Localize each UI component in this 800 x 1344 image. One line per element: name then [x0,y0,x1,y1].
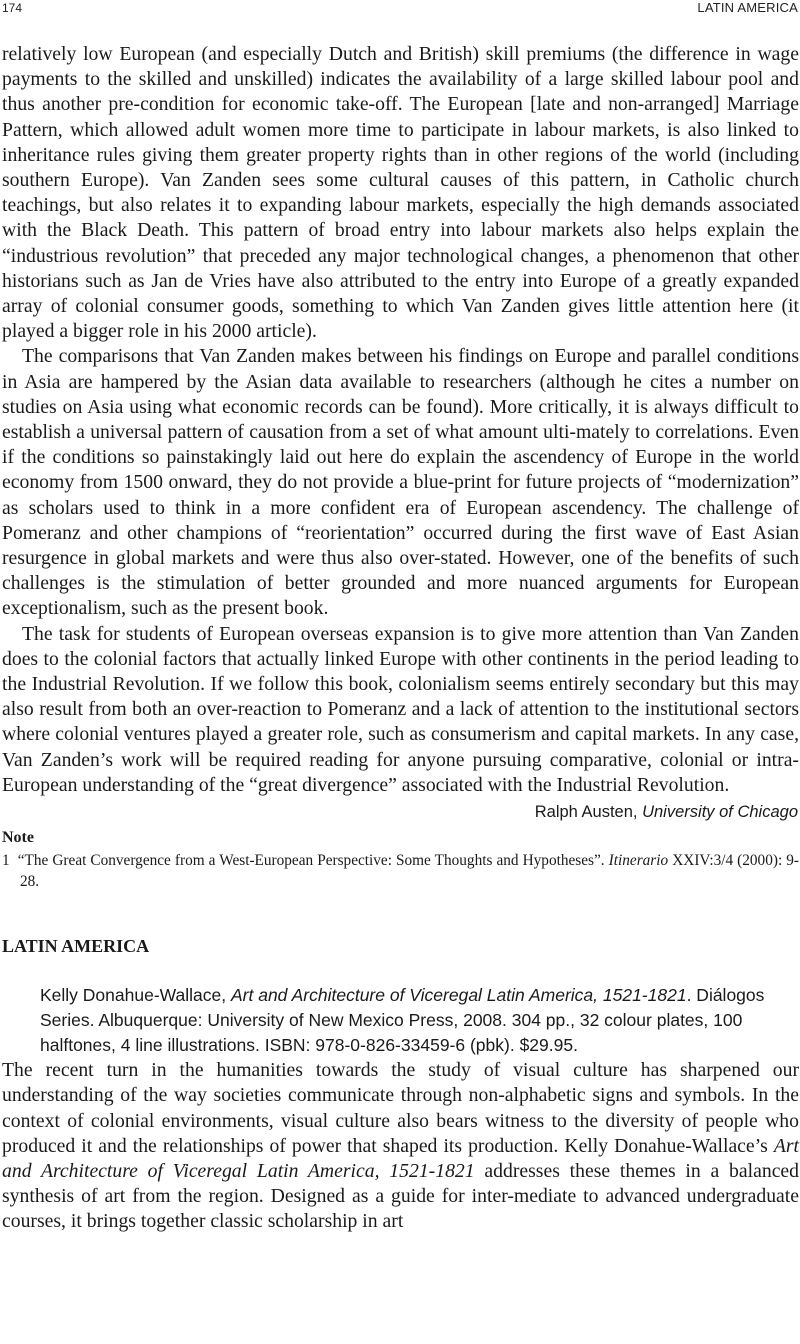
review-text-start: The recent turn in the humanities towards the study of visual culture has sharpened our understanding of the way societies communicate through non-alphabetic signs and symbols. In the context of colonial environments, visual culture also bears witness to the diversity of people who produced it and the relationships of power that shaped its production. Kelly Donahue-Wallace’s [2,1059,799,1157]
running-header [0,0,800,20]
footnote-citation: XXIV:3/4 (2000): 9-28. [20,852,799,891]
review-text-continued: addresses these themes in a balanced synthesis of art from the region. Designed as a guide for inter-mediate to advanced undergraduate courses, it brings together classic scholarship in art [2,1159,800,1233]
reviewer-affiliation: University of Chicago [642,803,798,822]
footnote-text: “The Great Convergence from a West-European Perspective: Some Thoughts and Hypotheses”. [17,852,605,870]
book-author: Kelly Donahue-Wallace, [40,985,227,1006]
running-title: LATIN AMERICA [697,0,798,15]
book-citation [40,983,797,1058]
footnote-journal: Itinerario [608,852,669,870]
body-text [2,42,799,1235]
reviewer-name: Ralph Austen, [534,803,638,822]
review-book-title: Art and Architecture of Viceregal Latin America, 1521-1821 [2,1134,800,1182]
book-details: . Diálogos Series. Albuquerque: University of New Mexico Press, 2008. 304 pp., 32 colour plates, 100 halftones, 4 line illustrations. ISBN: 978-0-826-33459-6 (pbk). $29.95. [40,985,765,1056]
note-heading: Note [2,829,34,847]
review-paragraph-1 [2,1058,799,1234]
paragraph-1: relatively low European (and especially Dutch and British) skill premiums (the difference in wage payments to the skilled and unskilled) indicates the availability of a large skilled labour pool and thus another pre-condition for economic take-off. The European [late and non-arranged] Marriage Pattern, which allowed adult women more time to participate in labour markets, is also linked to inheritance rules giving them greater property rights than in other regions of the world (including southern Europe). Van Zanden sees some cultural causes of this pattern, in Catholic church teachings, but also relates it to expanding labour markets, especially the high demands associated with the Black Death. This pattern of broad entry into labour markets also helps explain the “industrious revolution” that preceded any major technological changes, a phenomenon that other historians such as Jan de Vries have also attributed to the entry into Europe of a greatly expanded array of colonial consumer goods, something to which Van Zanden gives little attention here (it played a bigger role in his 2000 article). [2,43,799,343]
reviewer-signature [2,800,798,824]
footnote-number: 1 [2,852,10,870]
footnote [2,850,799,892]
page-number: 174 [2,1,23,15]
paragraph-2: The comparisons that Van Zanden makes between his findings on Europe and parallel conditions in Asia are hampered by the Asian data available to researchers (although he cites a number on studies on Asia using what economic records can be found). More critically, it is always difficult to establish a universal pattern of causation from a set of what amount ulti-mately to correlations. Even if the conditions so painstakingly laid out here do explain the ascendency of Europe in the world economy from 1500 onward, they do not provide a blue-print for future projects of “modernization” as scholars used to think in a more confident era of European ascendency. The challenge of Pomeranz and other champions of “reorientation” occurred during the first wave of East Asian resurgence in global markets and were thus also over-stated. However, one of the benefits of such challenges is the stimulation of better grounded and more nuanced arguments for European exceptionalism, such as the present book. [2,345,799,620]
paragraph-3: The task for students of European overseas expansion is to give more attention than Van Zanden does to the colonial factors that actually linked Europe with other continents in the period leading to the Industrial Revolution. If we follow this book, colonialism seems entirely secondary but this may also result from both an over-reaction to Pomeranz and a lack of attention to the institutional sectors where colonial ventures played a greater role, such as consumerism and capital markets. In any case, Van Zanden’s work will be required reading for anyone pursuing comparative, colonial or intra-European understanding of the “great divergence” associated with the Industrial Revolution. [2,622,799,796]
book-title: Art and Architecture of Viceregal Latin America, 1521-1821 [230,985,687,1006]
section-title: LATIN AMERICA [2,936,150,957]
